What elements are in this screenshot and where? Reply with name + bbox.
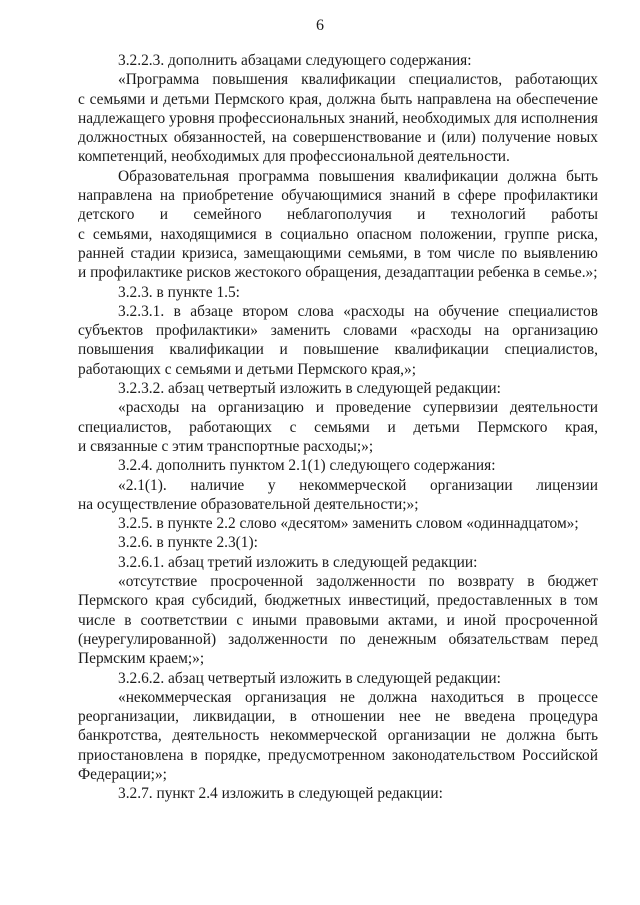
paragraph-line: повышения квалификации и повышение квалификации специалистов,: [78, 341, 598, 359]
paragraph: [78, 553, 598, 572]
paragraph-line: Пермским краем;»;: [78, 650, 205, 668]
paragraph: [78, 283, 598, 302]
paragraph: [78, 398, 598, 456]
paragraph: [78, 514, 598, 533]
paragraph-line: 3.2.3. в пункте 1.5:: [118, 283, 240, 301]
paragraph-line: 3.2.6.1. абзац третий изложить в следующей редакции:: [118, 553, 478, 571]
paragraph-line: и профилактике рисков жестокого обращения, дезадаптации ребенка в семье.»;: [78, 264, 598, 282]
paragraph-line: «2.1(1). наличие у некоммерческой организации лицензии: [118, 476, 598, 494]
paragraph: [78, 688, 598, 784]
paragraph-line: 3.2.2.3. дополнить абзацами следующего содержания:: [118, 52, 472, 69]
paragraph-line: субъектов профилактики» заменить словами «расходы на организацию: [78, 322, 598, 340]
paragraph: [78, 302, 598, 379]
paragraph-line: «расходы на организацию и проведение супервизии деятельности: [118, 399, 598, 417]
document-body: [78, 51, 598, 804]
paragraph: [78, 456, 598, 475]
paragraph: [78, 70, 598, 166]
paragraph: [78, 533, 598, 552]
paragraph-line: банкротства, деятельность некоммерческой организации не должна быть: [78, 727, 598, 745]
paragraph-line: числе в соответствии с иными правовыми актами, и иной просроченной: [78, 611, 598, 629]
paragraph-line: «Программа повышения квалификации специалистов, работающих: [118, 71, 598, 89]
paragraph: [78, 167, 598, 283]
paragraph-line: Образовательная программа повышения квалификации должна быть: [118, 167, 598, 185]
paragraph-line: надлежащего уровня профессиональных знаний, необходимых для исполнения: [78, 109, 598, 127]
paragraph-line: Пермского края субсидий, бюджетных инвестиций, предоставленных в том: [78, 592, 598, 610]
paragraph-line: и связанные с этим транспортные расходы;»;: [78, 437, 374, 455]
paragraph: [78, 51, 598, 70]
paragraph-line: Федерации;»;: [78, 765, 167, 783]
paragraph-line: 3.2.5. в пункте 2.2 слово «десятом» заменить словом «одиннадцатом»;: [118, 515, 579, 533]
paragraph-line: 3.2.6. в пункте 2.3(1):: [118, 534, 258, 552]
paragraph-line: приостановлена в порядке, предусмотренном законодательством Российской: [78, 746, 598, 764]
paragraph-line: с семьями, находящимися в социально опасном положении, группе риска,: [78, 225, 598, 243]
paragraph-line: работающих с семьями и детьми Пермского края,»;: [78, 360, 416, 378]
paragraph-line: компетенций, необходимых для профессиональной деятельности.: [78, 148, 510, 166]
paragraph-line: реорганизации, ликвидации, в отношении нее не введена процедура: [78, 708, 598, 726]
paragraph-line: 3.2.3.1. в абзаце втором слова «расходы на обучение специалистов: [118, 302, 598, 320]
paragraph-line: (неурегулированной) задолженности по денежным обязательствам перед: [78, 630, 598, 648]
paragraph: [78, 784, 598, 803]
paragraph-line: детского и семейного неблагополучия и технологий работы: [78, 206, 598, 224]
paragraph-line: 3.2.6.2. абзац четвертый изложить в следующей редакции:: [118, 669, 501, 687]
paragraph: [78, 379, 598, 398]
paragraph-line: ранней стадии кризиса, замещающими семьями, в том числе по выявлению: [78, 244, 598, 262]
paragraph-line: 3.2.3.2. абзац четвертый изложить в следующей редакции:: [118, 380, 501, 398]
paragraph-line: специалистов, работающих с семьями и детьми Пермского края,: [78, 418, 598, 436]
paragraph-line: с семьями и детьми Пермского края, должна быть направлена на обеспечение: [78, 90, 598, 108]
paragraph-line: «отсутствие просроченной задолженности по возврату в бюджет: [118, 573, 598, 591]
paragraph: [78, 476, 598, 515]
paragraph-line: 3.2.7. пункт 2.4 изложить в следующей редакции:: [118, 785, 443, 803]
paragraph-line: «некоммерческая организация не должна находиться в процессе: [118, 688, 598, 706]
paragraph-line: направлена на приобретение обучающимися знаний в сфере профилактики: [78, 187, 598, 205]
paragraph-line: 3.2.4. дополнить пунктом 2.1(1) следующего содержания:: [118, 457, 496, 475]
paragraph-line: на осуществление образовательной деятельности;»;: [78, 495, 419, 513]
paragraph: [78, 572, 598, 668]
page-number: 6: [316, 17, 324, 34]
paragraph: [78, 669, 598, 688]
paragraph-line: должностных обязанностей, на совершенствование и (или) получение новых: [78, 129, 598, 147]
